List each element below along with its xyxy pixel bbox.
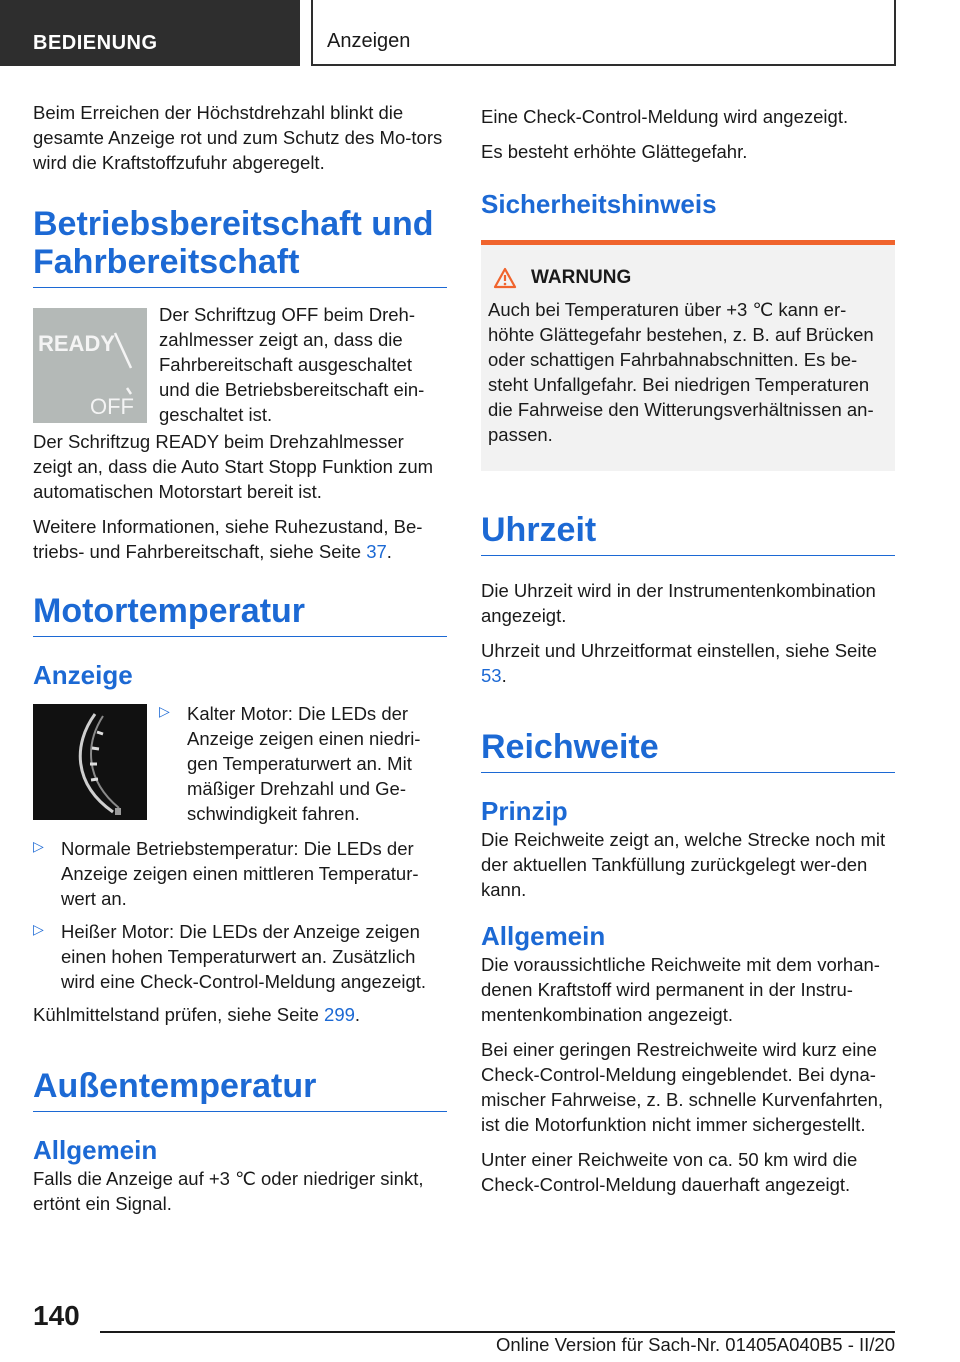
bullet-cold-text: Kalter Motor: Die LEDs der Anzeige zeigen einen niedri-gen Temperaturwert an. Mit mäßiger Drehzahl und Ge-schwindigkeit fahren. <box>187 703 421 824</box>
chapter-label: Anzeigen <box>327 30 411 52</box>
heading-prinzip: Prinzip <box>481 796 568 826</box>
page-link-53[interactable]: 53 <box>481 665 502 686</box>
allgemein-paragraph-3: Unter einer Reichweite von ca. 50 km wird die Check-Control-Meldung dauerhaft angezeigt. <box>481 1149 858 1195</box>
page-link-37[interactable]: 37 <box>366 541 387 562</box>
section-tab <box>0 0 300 66</box>
ready-off-figure-row <box>33 302 447 427</box>
gauge-figure-row <box>33 701 447 826</box>
ready-description: Der Schriftzug READY beim Drehzahlmesser zeigt an, dass die Auto Start Stopp Funktion zum automatischen Motorstart bereit ist. <box>33 431 434 502</box>
uhrzeit-paragraph-2: Uhrzeit und Uhrzeitformat einstellen, siehe Seite 53. <box>481 640 877 686</box>
coolant-paragraph: Kühlmittelstand prüfen, siehe Seite 299. <box>33 1004 361 1025</box>
glaette-paragraph: Es besteht erhöhte Glättegefahr. <box>481 141 748 162</box>
page-link-299[interactable]: 299 <box>324 1004 355 1025</box>
coolant-text: Kühlmittelstand prüfen, siehe Seite <box>33 1004 319 1025</box>
footer-divider <box>100 1331 895 1333</box>
prinzip-paragraph: Die Reichweite zeigt an, welche Strecke noch mit der aktuellen Tankfüllung zurückgelegt wer-den kann. <box>481 829 886 900</box>
ready-off-gauge-image <box>33 308 147 423</box>
triangle-right-icon: ▷ <box>159 703 170 719</box>
allgemein-paragraph-1: Die voraussichtliche Reichweite mit dem vorhan-denen Kraftstoff wird permanent in der Instru-mentenkombination angezeigt. <box>481 954 880 1025</box>
warning-box <box>481 240 895 471</box>
warning-header <box>488 267 881 289</box>
allgemein-paragraph-2: Bei einer geringen Restreichweite wird kurz eine Check-Control-Meldung eingeblendet. Bei dyna-mischer Fahrweise, z. B. schnelle Kurvenfahrten, ist die Motorfunktion nicht immer sichergestellt. <box>481 1039 884 1135</box>
check-control-paragraph: Eine Check-Control-Meldung wird angezeigt. <box>481 106 849 127</box>
heading-motortemperatur: Motortemperatur <box>33 592 447 637</box>
page-number: 140 <box>33 1300 80 1331</box>
off-label: OFF <box>90 394 134 419</box>
aussen-paragraph: Falls die Anzeige auf +3 ℃ oder niedriger sinkt, ertönt ein Signal. <box>33 1168 424 1214</box>
off-description: Der Schriftzug OFF beim Dreh-zahlmesser zeigt an, dass die Fahrbereitschaft ausgeschaltet und die Betriebsbereitschaft ein-geschaltet ist. <box>159 304 425 425</box>
ready-label: READY <box>38 331 116 356</box>
bullet-cold-motor <box>159 701 447 826</box>
heading-sicherheitshinweis: Sicherheitshinweis <box>481 189 717 219</box>
more-info-text: Weitere Informationen, siehe Ruhezustand, Be-triebs- und Fahrbereitschaft, siehe Seite <box>33 516 423 562</box>
bullet-hot-motor <box>33 919 447 994</box>
temperature-gauge-image <box>33 704 147 820</box>
heading-aussentemperatur: Außentemperatur <box>33 1067 447 1112</box>
heading-allgemein-right: Allgemein <box>481 921 606 951</box>
heading-allgemein-left: Allgemein <box>33 1135 158 1165</box>
footer-version: Online Version für Sach-Nr. 01405A040B5 - II/20 <box>495 1334 895 1355</box>
more-info-paragraph: Weitere Informationen, siehe Ruhezustand, Be-triebs- und Fahrbereitschaft, siehe Seite 37. <box>33 516 423 562</box>
section-label: BEDIENUNG <box>33 32 158 54</box>
right-column <box>481 100 895 1197</box>
warning-triangle-icon <box>493 267 517 289</box>
heading-uhrzeit: Uhrzeit <box>481 511 895 556</box>
triangle-right-icon: ▷ <box>33 921 44 937</box>
uhrzeit-text: Uhrzeit und Uhrzeitformat einstellen, siehe Seite <box>481 640 877 661</box>
heading-anzeige: Anzeige <box>33 660 133 690</box>
page-header <box>0 0 960 66</box>
heading-betriebsbereitschaft: Betriebsbereitschaft und Fahrbereitschaft <box>33 205 447 288</box>
intro-paragraph: Beim Erreichen der Höchstdrehzahl blinkt die gesamte Anzeige rot und zum Schutz des Mo-tors wird die Kraftstoffzufuhr abgeregelt. <box>33 102 443 173</box>
bullet-normal-text: Normale Betriebstemperatur: Die LEDs der Anzeige zeigen einen mittleren Temperatur-wert an. <box>61 838 419 909</box>
bullet-hot-text: Heißer Motor: Die LEDs der Anzeige zeigen einen hohen Temperaturwert an. Zusätzlich wird eine Check-Control-Meldung angezeigt. <box>61 921 427 992</box>
warning-text: Auch bei Temperaturen über +3 ℃ kann er-höhte Glättegefahr bestehen, z. B. auf Brücken oder schattigen Fahrbahnabschnitten. Es be-steht Unfallgefahr. Bei niedrigen Temperaturen die Fahrweise den Witterungsverhältnissen an-passen. <box>488 299 874 445</box>
left-column <box>33 100 447 1216</box>
bullet-normal-temp <box>33 836 447 911</box>
triangle-right-icon: ▷ <box>33 838 44 854</box>
uhrzeit-paragraph-1: Die Uhrzeit wird in der Instrumentenkombination angezeigt. <box>481 580 876 626</box>
warning-title: WARNUNG <box>531 267 632 288</box>
chapter-tab <box>311 0 896 66</box>
heading-reichweite: Reichweite <box>481 728 895 773</box>
